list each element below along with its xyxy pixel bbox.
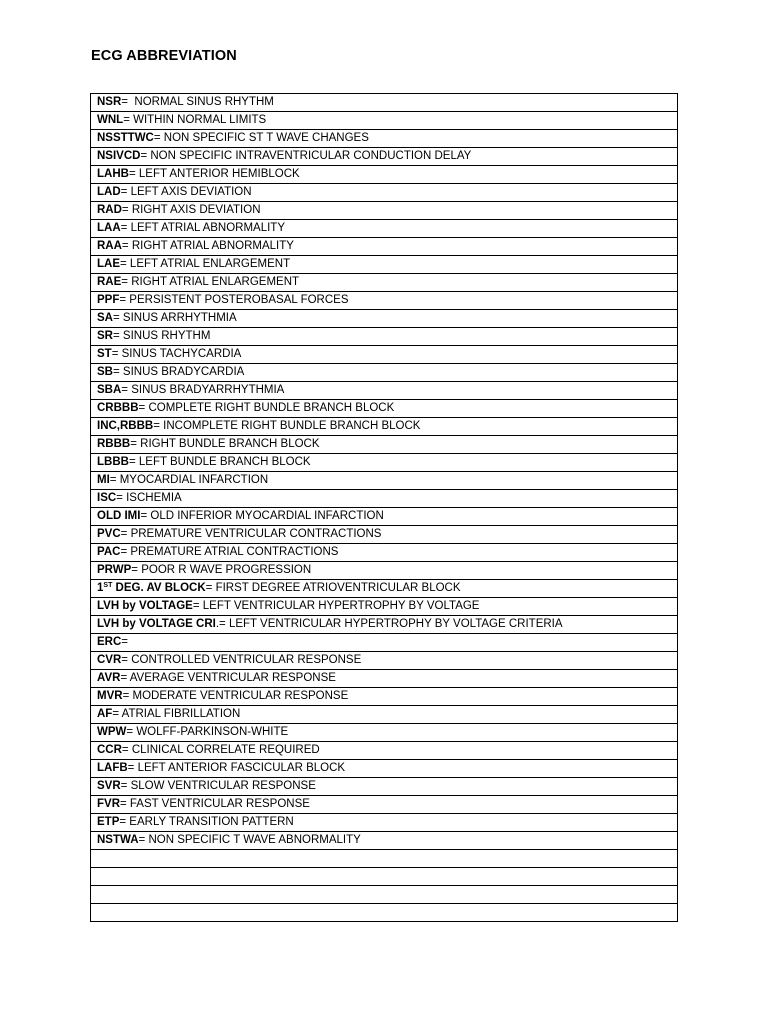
abbreviation-cell: [91, 760, 678, 778]
definition-text: CLINICAL CORRELATE REQUIRED: [131, 744, 320, 756]
abbreviation-term: [97, 168, 129, 180]
abbreviation-term: [97, 312, 113, 324]
definition-text: MODERATE VENTRICULAR RESPONSE: [132, 690, 349, 702]
abbreviation-cell: [91, 454, 678, 472]
definition-text: NON SPECIFIC INTRAVENTRICULAR CONDUCTION DELAY: [150, 150, 472, 162]
equals-separator: =: [109, 474, 120, 486]
abbreviation-cell: [91, 886, 678, 904]
abbreviation-term: [97, 564, 131, 576]
abbreviation-cell: [91, 490, 678, 508]
abbreviation-text: NSIVCD: [97, 150, 141, 162]
abbreviation-table-body: [91, 94, 678, 922]
definition-text: ATRIAL FIBRILLATION: [121, 708, 241, 720]
table-row: [91, 274, 678, 292]
equals-separator: =: [121, 240, 132, 252]
equals-separator: =: [120, 672, 130, 684]
definition-text: RIGHT BUNDLE BRANCH BLOCK: [140, 438, 320, 450]
abbreviation-term: [97, 240, 122, 252]
abbreviation-cell: [91, 184, 678, 202]
table-row: [91, 112, 678, 130]
abbreviation-cell: [91, 616, 678, 634]
abbreviation-text: ETP: [97, 816, 120, 828]
abbreviation-term: [97, 96, 121, 108]
table-row: [91, 742, 678, 760]
equals-separator: =: [112, 366, 123, 378]
abbreviation-text: AF: [97, 708, 113, 720]
abbreviation-term: [97, 762, 128, 774]
abbreviation-term: [97, 474, 110, 486]
table-row: [91, 778, 678, 796]
table-row: [91, 310, 678, 328]
abbreviation-cell: [91, 652, 678, 670]
abbreviation-text: PAC: [97, 546, 121, 558]
equals-separator: =: [120, 546, 131, 558]
abbreviation-term: [97, 636, 121, 648]
abbreviation-cell: [91, 562, 678, 580]
abbreviation-term: [97, 582, 206, 594]
definition-text: RIGHT ATRIAL ENLARGEMENT: [131, 276, 300, 288]
definition-text: NON SPECIFIC ST T WAVE CHANGES: [163, 132, 369, 144]
abbreviation-term: [97, 816, 119, 828]
abbreviation-term: [97, 132, 154, 144]
definition-text: LEFT VENTRICULAR HYPERTROPHY BY VOLTAGE: [202, 600, 480, 612]
abbreviation-text: NSSTTWC: [97, 132, 154, 144]
abbreviation-text: MVR: [97, 690, 123, 702]
equals-separator: =: [121, 384, 132, 396]
definition-text: NON SPECIFIC T WAVE ABNORMALITY: [148, 834, 361, 846]
abbreviation-text: PPF: [97, 294, 120, 306]
definition-text: LEFT ANTERIOR FASCICULAR BLOCK: [137, 762, 346, 774]
abbreviation-term: [97, 348, 112, 360]
definition-text: LEFT VENTRICULAR HYPERTROPHY BY VOLTAGE CRITERIA: [228, 618, 563, 630]
abbreviation-text: LBBB: [97, 456, 129, 468]
abbreviation-text: LAFB: [97, 762, 128, 774]
definition-text: PERSISTENT POSTEROBASAL FORCES: [129, 294, 349, 306]
abbreviation-term: [97, 654, 121, 666]
abbreviation-table: [90, 93, 678, 922]
equals-separator: =: [112, 708, 122, 720]
abbreviation-text: CVR: [97, 654, 122, 666]
definition-text: OLD INFERIOR MYOCARDIAL INFARCTION: [150, 510, 384, 522]
abbreviation-text: MI: [97, 474, 110, 486]
table-row: [91, 814, 678, 832]
equals-separator: =: [131, 564, 142, 576]
definition-text: SINUS TACHYCARDIA: [121, 348, 242, 360]
abbreviation-cell: [91, 400, 678, 418]
table-row: [91, 868, 678, 886]
equals-separator: =: [127, 762, 138, 774]
table-row: [91, 130, 678, 148]
equals-separator: =: [120, 222, 131, 234]
abbreviation-text: NSR: [97, 96, 122, 108]
abbreviation-cell: [91, 436, 678, 454]
abbreviation-term: [97, 600, 193, 612]
abbreviation-term: [97, 834, 139, 846]
equals-separator: =: [120, 186, 131, 198]
table-row: [91, 544, 678, 562]
abbreviation-term: [97, 276, 121, 288]
abbreviation-cell: [91, 814, 678, 832]
table-row: [91, 508, 678, 526]
equals-separator: =: [192, 600, 203, 612]
definition-text: COMPLETE RIGHT BUNDLE BRANCH BLOCK: [148, 402, 395, 414]
abbreviation-cell: [91, 256, 678, 274]
definition-text: RIGHT ATRIAL ABNORMALITY: [131, 240, 294, 252]
table-row: [91, 454, 678, 472]
abbreviation-term: [97, 726, 126, 738]
table-row: [91, 472, 678, 490]
definition-text: AVERAGE VENTRICULAR RESPONSE: [129, 672, 336, 684]
table-row: [91, 634, 678, 652]
abbreviation-text: RBBB: [97, 438, 131, 450]
abbreviation-term: [97, 258, 120, 270]
table-row: [91, 760, 678, 778]
definition-text: RIGHT AXIS DEVIATION: [131, 204, 261, 216]
abbreviation-cell: [91, 724, 678, 742]
abbreviation-text: WNL: [97, 114, 124, 126]
abbreviation-term: [97, 402, 139, 414]
abbreviation-term: [97, 222, 121, 234]
definition-text: FAST VENTRICULAR RESPONSE: [129, 798, 310, 810]
table-row: [91, 616, 678, 634]
equals-separator: =: [128, 456, 139, 468]
abbreviation-cell: [91, 274, 678, 292]
equals-separator: =: [119, 816, 130, 828]
definition-text: POOR R WAVE PROGRESSION: [141, 564, 312, 576]
abbreviation-text: SBA: [97, 384, 122, 396]
abbreviation-text: LAD: [97, 186, 121, 198]
table-row: [91, 886, 678, 904]
abbreviation-term: [97, 186, 121, 198]
abbreviation-cell: [91, 778, 678, 796]
abbreviation-cell: [91, 472, 678, 490]
abbreviation-term: [97, 708, 112, 720]
table-row: [91, 850, 678, 868]
abbreviation-term: [97, 618, 216, 630]
abbreviation-cell: [91, 598, 678, 616]
definition-text: MYOCARDIAL INFARCTION: [119, 474, 269, 486]
abbreviation-cell: [91, 220, 678, 238]
equals-separator: =: [120, 780, 131, 792]
abbreviation-text: RAA: [97, 240, 122, 252]
definition-text: LEFT AXIS DEVIATION: [130, 186, 252, 198]
table-row: [91, 94, 678, 112]
definition-text: SINUS RHYTHM: [122, 330, 211, 342]
abbreviation-cell: [91, 166, 678, 184]
abbreviation-term: [97, 150, 140, 162]
abbreviation-text: ERC: [97, 636, 122, 648]
table-row: [91, 148, 678, 166]
table-row: [91, 202, 678, 220]
abbreviation-cell: [91, 382, 678, 400]
abbreviation-term: [97, 528, 121, 540]
abbreviation-text: WPW: [97, 726, 127, 738]
table-row: [91, 832, 678, 850]
abbreviation-cell: [91, 238, 678, 256]
abbreviation-term: [97, 438, 130, 450]
table-row: [91, 652, 678, 670]
abbreviation-text: 1: [97, 582, 104, 594]
abbreviation-text: RAD: [97, 204, 122, 216]
equals-separator: =: [121, 96, 135, 108]
abbreviation-text: LVH by VOLTAGE: [97, 600, 193, 612]
abbreviation-cell: [91, 526, 678, 544]
equals-separator: =: [120, 528, 131, 540]
table-row: [91, 184, 678, 202]
abbreviation-term: [97, 420, 153, 432]
table-row: [91, 418, 678, 436]
abbreviation-text: CCR: [97, 744, 122, 756]
equals-separator: =: [112, 330, 123, 342]
table-row: [91, 256, 678, 274]
equals-separator: =: [153, 132, 164, 144]
abbreviation-cell: [91, 508, 678, 526]
table-row: [91, 598, 678, 616]
abbreviation-text: LAE: [97, 258, 120, 270]
abbreviation-cell: [91, 328, 678, 346]
table-row: [91, 346, 678, 364]
abbreviation-text: LVH by VOLTAGE CRI: [97, 618, 216, 630]
abbreviation-text-rest: DEG. AV BLOCK: [112, 582, 206, 594]
equals-separator: =: [120, 798, 130, 810]
abbreviation-text: ST: [97, 348, 112, 360]
abbreviation-cell: [91, 544, 678, 562]
abbreviation-text: CRBBB: [97, 402, 139, 414]
equals-separator: =: [138, 402, 149, 414]
table-row: [91, 724, 678, 742]
abbreviation-term: [97, 294, 119, 306]
equals-separator: =: [130, 438, 141, 450]
equals-separator: =: [140, 510, 151, 522]
table-row: [91, 796, 678, 814]
abbreviation-cell: [91, 364, 678, 382]
abbreviation-cell: [91, 292, 678, 310]
abbreviation-term: [97, 492, 116, 504]
definition-text: LEFT ATRIAL ABNORMALITY: [130, 222, 286, 234]
abbreviation-term: [97, 384, 121, 396]
abbreviation-term: [97, 798, 120, 810]
definition-text: ISCHEMIA: [126, 492, 182, 504]
abbreviation-text: SB: [97, 366, 113, 378]
abbreviation-term: [97, 366, 113, 378]
abbreviation-cell: [91, 94, 678, 112]
table-row: [91, 706, 678, 724]
abbreviation-text: NSTWA: [97, 834, 139, 846]
definition-text: NORMAL SINUS RHYTHM: [134, 96, 274, 108]
abbreviation-cell: [91, 148, 678, 166]
abbreviation-term: [97, 330, 113, 342]
equals-separator: .=: [215, 618, 229, 630]
abbreviation-text: INC,RBBB: [97, 420, 154, 432]
definition-text: LEFT ANTERIOR HEMIBLOCK: [138, 168, 300, 180]
table-row: [91, 400, 678, 418]
equals-separator: =: [121, 204, 132, 216]
ordinal-superscript: ST: [103, 582, 113, 589]
abbreviation-cell: [91, 868, 678, 886]
equals-separator: =: [153, 420, 164, 432]
abbreviation-term: [97, 546, 120, 558]
abbreviation-cell: [91, 670, 678, 688]
table-row: [91, 580, 678, 598]
definition-text: PREMATURE VENTRICULAR CONTRACTIONS: [130, 528, 382, 540]
table-row: [91, 220, 678, 238]
abbreviation-cell: [91, 850, 678, 868]
table-row: [91, 526, 678, 544]
abbreviation-cell: [91, 688, 678, 706]
equals-separator: =: [121, 744, 132, 756]
abbreviation-cell: [91, 634, 678, 652]
definition-text: WOLFF-PARKINSON-WHITE: [136, 726, 289, 738]
equals-separator: =: [126, 726, 137, 738]
abbreviation-cell: [91, 904, 678, 922]
equals-separator: =: [140, 150, 151, 162]
table-row: [91, 364, 678, 382]
equals-separator: =: [128, 168, 139, 180]
equals-separator: =: [123, 114, 134, 126]
equals-separator: =: [112, 312, 123, 324]
table-row: [91, 166, 678, 184]
abbreviation-text: PRWP: [97, 564, 132, 576]
definition-text: LEFT ATRIAL ENLARGEMENT: [129, 258, 291, 270]
definition-text: EARLY TRANSITION PATTERN: [129, 816, 294, 828]
table-row: [91, 436, 678, 454]
table-row: [91, 490, 678, 508]
abbreviation-cell: [91, 832, 678, 850]
equals-separator: =: [119, 294, 130, 306]
table-row: [91, 382, 678, 400]
definition-text: LEFT BUNDLE BRANCH BLOCK: [138, 456, 311, 468]
abbreviation-term: [97, 510, 140, 522]
abbreviation-cell: [91, 346, 678, 364]
table-row: [91, 670, 678, 688]
equals-separator: =: [122, 690, 133, 702]
abbreviation-cell: [91, 130, 678, 148]
equals-separator: =: [138, 834, 149, 846]
equals-separator: =: [120, 258, 130, 270]
abbreviation-cell: [91, 706, 678, 724]
definition-text: SINUS BRADYCARDIA: [122, 366, 245, 378]
abbreviation-term: [97, 204, 122, 216]
definition-text: FIRST DEGREE ATRIOVENTRICULAR BLOCK: [215, 582, 461, 594]
abbreviation-term: [97, 114, 123, 126]
table-row: [91, 292, 678, 310]
abbreviation-text: AVR: [97, 672, 121, 684]
abbreviation-text: PVC: [97, 528, 121, 540]
table-row: [91, 904, 678, 922]
abbreviation-cell: [91, 580, 678, 598]
abbreviation-term: [97, 744, 122, 756]
table-row: [91, 328, 678, 346]
abbreviation-text: SVR: [97, 780, 121, 792]
definition-text: SINUS ARRHYTHMIA: [122, 312, 237, 324]
equals-separator: =: [121, 636, 128, 648]
abbreviation-text: FVR: [97, 798, 120, 810]
definition-text: CONTROLLED VENTRICULAR RESPONSE: [131, 654, 362, 666]
table-row: [91, 238, 678, 256]
definition-text: PREMATURE ATRIAL CONTRACTIONS: [130, 546, 339, 558]
equals-separator: =: [121, 654, 132, 666]
definition-text: INCOMPLETE RIGHT BUNDLE BRANCH BLOCK: [163, 420, 421, 432]
equals-separator: =: [111, 348, 122, 360]
definition-text: SINUS BRADYARRHYTHMIA: [131, 384, 285, 396]
table-row: [91, 688, 678, 706]
abbreviation-cell: [91, 796, 678, 814]
abbreviation-cell: [91, 418, 678, 436]
abbreviation-term: [97, 780, 121, 792]
abbreviation-cell: [91, 310, 678, 328]
abbreviation-text: SR: [97, 330, 113, 342]
table-row: [91, 562, 678, 580]
page-title: ECG ABBREVIATION: [91, 48, 237, 64]
abbreviation-text: ISC: [97, 492, 117, 504]
abbreviation-term: [97, 672, 120, 684]
abbreviation-cell: [91, 202, 678, 220]
abbreviation-cell: [91, 742, 678, 760]
abbreviation-term: [97, 456, 129, 468]
abbreviation-text: SA: [97, 312, 113, 324]
equals-separator: =: [205, 582, 216, 594]
equals-separator: =: [116, 492, 127, 504]
abbreviation-cell: [91, 112, 678, 130]
definition-text: SLOW VENTRICULAR RESPONSE: [130, 780, 316, 792]
abbreviation-text: LAA: [97, 222, 121, 234]
abbreviation-text: OLD IMI: [97, 510, 141, 522]
equals-separator: =: [121, 276, 132, 288]
abbreviation-text: RAE: [97, 276, 122, 288]
abbreviation-text: LAHB: [97, 168, 129, 180]
abbreviation-term: [97, 690, 123, 702]
definition-text: WITHIN NORMAL LIMITS: [133, 114, 267, 126]
